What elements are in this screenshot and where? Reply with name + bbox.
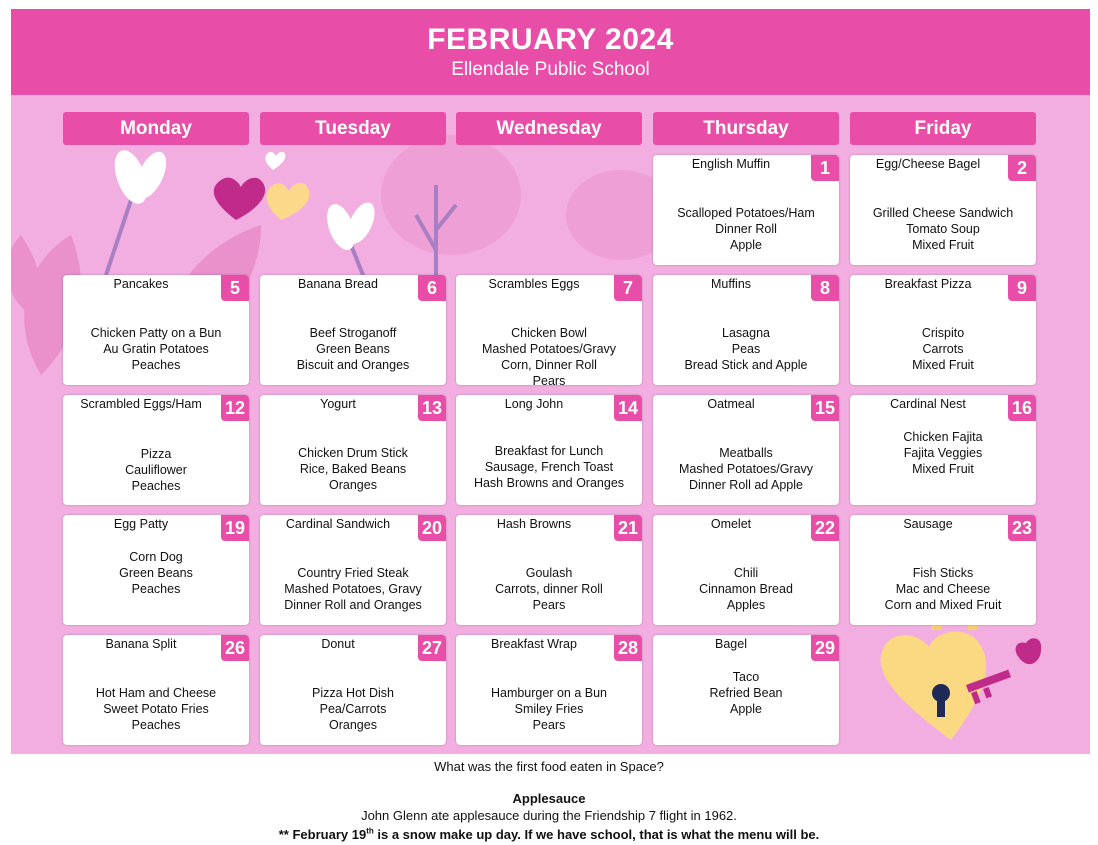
day-number: 13 (418, 395, 446, 421)
lunch-item: Pea/Carrots (319, 702, 387, 716)
lunch-item: Apple (730, 238, 762, 252)
lunch-item: Mixed Fruit (912, 238, 974, 252)
page-title: FEBRUARY 2024 (427, 23, 674, 56)
lunch-item: Biscuit and Oranges (296, 358, 410, 372)
trivia-answer-text: John Glenn ate applesauce during the Friendship 7 flight in 1962. (361, 808, 737, 823)
lunch-item: Carrots (922, 342, 964, 356)
lunch-item: Pizza (140, 447, 172, 461)
breakfast-item: Breakfast Pizza (884, 277, 972, 291)
day-cell (63, 275, 249, 385)
breakfast-item: Pancakes (113, 277, 169, 291)
lunch-item: Apples (726, 598, 766, 612)
day-number: 20 (418, 515, 446, 541)
day-cell (260, 515, 446, 625)
snow-day-note-prefix: ** February 19 (278, 827, 367, 842)
lunch-item: Chicken Fajita (903, 430, 983, 444)
day-header-monday: Monday (63, 112, 249, 145)
day-header-thursday: Thursday (653, 112, 839, 145)
lunch-item: Apple (730, 702, 762, 716)
heart-icon (265, 152, 285, 170)
day-cell (850, 515, 1036, 625)
breakfast-item: Bagel (715, 637, 747, 651)
calendar-header (11, 9, 1090, 95)
trivia-question: What was the first food eaten in Space? (434, 759, 664, 774)
lunch-item: Carrots, dinner Roll (495, 582, 603, 596)
lunch-item: Corn, Dinner Roll (501, 358, 597, 372)
breakfast-item: Long John (504, 397, 564, 411)
lunch-item: Fish Sticks (912, 566, 974, 580)
day-cell (456, 275, 642, 388)
day-number: 27 (418, 635, 446, 661)
lunch-item: Crispito (921, 326, 965, 340)
lunch-item: Cinnamon Bread (699, 582, 793, 596)
lunch-item: Pears (532, 598, 566, 612)
day-number: 9 (1008, 275, 1036, 301)
day-cell (260, 395, 446, 505)
lunch-item: Chicken Bowl (511, 326, 587, 340)
day-number: 26 (221, 635, 249, 661)
breakfast-item: Scrambled Eggs/Ham (80, 397, 202, 411)
lunch-item: Scalloped Potatoes/Ham (677, 206, 815, 220)
lunch-item: Mixed Fruit (912, 462, 974, 476)
lunch-item: Chicken Drum Stick (298, 446, 408, 460)
breakfast-item: Banana Bread (298, 277, 378, 291)
day-number: 21 (614, 515, 642, 541)
lunch-item: Mixed Fruit (912, 358, 974, 372)
breakfast-item: Cardinal Nest (890, 397, 966, 411)
lunch-item: Refried Bean (709, 686, 783, 700)
breakfast-item: Cardinal Sandwich (285, 517, 391, 531)
lunch-item: Peaches (131, 718, 181, 732)
day-cell (260, 635, 446, 745)
day-header-friday: Friday (850, 112, 1036, 145)
snow-day-note-rest: is a snow make up day. If we have school, that is what the menu will be. (373, 827, 820, 842)
breakfast-item: Yogurt (320, 397, 356, 411)
day-header-wednesday: Wednesday (456, 112, 642, 145)
lunch-item: Dinner Roll and Oranges (284, 598, 422, 612)
day-header-tuesday: Tuesday (260, 112, 446, 145)
breakfast-item: Scrambles Eggs (488, 277, 580, 291)
lunch-item: Oranges (329, 718, 377, 732)
lunch-item: Peaches (131, 479, 181, 493)
day-cell (850, 155, 1036, 265)
breakfast-item: Banana Split (105, 637, 177, 651)
trivia-answer-title: Applesauce (512, 791, 586, 806)
day-number: 19 (221, 515, 249, 541)
breakfast-item: Hash Browns (496, 517, 572, 531)
lunch-item: Lasagna (722, 326, 770, 340)
lunch-item: Goulash (525, 566, 573, 580)
day-cell (260, 275, 446, 385)
lunch-item: Taco (732, 670, 760, 684)
lunch-item: Sweet Potato Fries (103, 702, 209, 716)
leaf-illustration (381, 135, 676, 260)
lunch-item: Peaches (131, 582, 181, 596)
lunch-item: Hash Browns and Oranges (473, 476, 625, 490)
lunch-item: Green Beans (119, 566, 193, 580)
lunch-item: Grilled Cheese Sandwich (872, 206, 1014, 220)
breakfast-item: Egg Patty (113, 517, 169, 531)
day-cell (456, 515, 642, 625)
day-number: 29 (811, 635, 839, 661)
lunch-item: Mashed Potatoes/Gravy (678, 462, 814, 476)
lunch-item: Fajita Veggies (903, 446, 983, 460)
breakfast-item: Sausage (903, 517, 953, 531)
day-number: 15 (811, 395, 839, 421)
lunch-item: Pears (532, 374, 566, 388)
breakfast-item: English Muffin (691, 157, 771, 171)
lunch-item: Rice, Baked Beans (299, 462, 407, 476)
lunch-item: Bread Stick and Apple (684, 358, 808, 372)
day-cell (63, 395, 249, 505)
day-cell (850, 275, 1036, 385)
lunch-item: Oranges (329, 478, 377, 492)
lunch-item: Cauliflower (125, 463, 187, 477)
lunch-item: Dinner Roll ad Apple (689, 478, 803, 492)
lunch-item: Tomato Soup (906, 222, 980, 236)
heart-icon (214, 178, 265, 220)
day-number: 16 (1008, 395, 1036, 421)
day-number: 8 (811, 275, 839, 301)
lunch-item: Peas (731, 342, 761, 356)
day-cell (653, 155, 839, 265)
heart-icon (266, 183, 309, 220)
lunch-item: Mac and Cheese (895, 582, 991, 596)
snow-day-note-sup: th (366, 826, 374, 836)
lunch-item: Chicken Patty on a Bun (90, 326, 222, 340)
day-cell (653, 515, 839, 625)
day-cell (653, 395, 839, 505)
day-cell (456, 395, 642, 505)
lunch-item: Dinner Roll (715, 222, 777, 236)
lunch-item: Country Fried Steak (297, 566, 409, 580)
breakfast-item: Omelet (710, 517, 752, 531)
day-number: 6 (418, 275, 446, 301)
lunch-item: Mashed Potatoes/Gravy (481, 342, 617, 356)
day-number: 14 (614, 395, 642, 421)
lunch-item: Sausage, French Toast (484, 460, 614, 474)
lunch-item: Pears (532, 718, 566, 732)
lunch-item: Breakfast for Lunch (494, 444, 604, 458)
lunch-item: Meatballs (719, 446, 773, 460)
day-cell (456, 635, 642, 745)
breakfast-item: Muffins (710, 277, 752, 291)
day-number: 2 (1008, 155, 1036, 181)
lunch-item: Smiley Fries (514, 702, 584, 716)
day-cell (63, 515, 249, 625)
day-number: 1 (811, 155, 839, 181)
school-name: Ellendale Public School (451, 59, 650, 80)
day-cell (653, 275, 839, 385)
lunch-item: Green Beans (316, 342, 390, 356)
breakfast-item: Egg/Cheese Bagel (875, 157, 981, 171)
lunch-item: Hot Ham and Cheese (95, 686, 217, 700)
lunch-item: Au Gratin Potatoes (103, 342, 209, 356)
lunch-item: Corn Dog (129, 550, 183, 564)
day-cell (63, 635, 249, 745)
lunch-item: Corn and Mixed Fruit (884, 598, 1002, 612)
day-number: 28 (614, 635, 642, 661)
breakfast-item: Donut (321, 637, 355, 651)
day-cell (850, 395, 1036, 505)
breakfast-item: Breakfast Wrap (491, 637, 577, 651)
lunch-item: Beef Stroganoff (309, 326, 397, 340)
lunch-item: Peaches (131, 358, 181, 372)
lunch-item: Chili (733, 566, 759, 580)
heart-lock-icon (881, 611, 987, 740)
day-number: 22 (811, 515, 839, 541)
day-number: 12 (221, 395, 249, 421)
day-number: 23 (1008, 515, 1036, 541)
snow-day-note (0, 827, 1098, 842)
day-number: 7 (614, 275, 642, 301)
lunch-item: Hamburger on a Bun (490, 686, 608, 700)
lunch-item: Mashed Potatoes, Gravy (284, 582, 422, 596)
day-cell (653, 635, 839, 745)
day-number: 5 (221, 275, 249, 301)
breakfast-item: Oatmeal (707, 397, 755, 411)
lunch-item: Pizza Hot Dish (312, 686, 394, 700)
